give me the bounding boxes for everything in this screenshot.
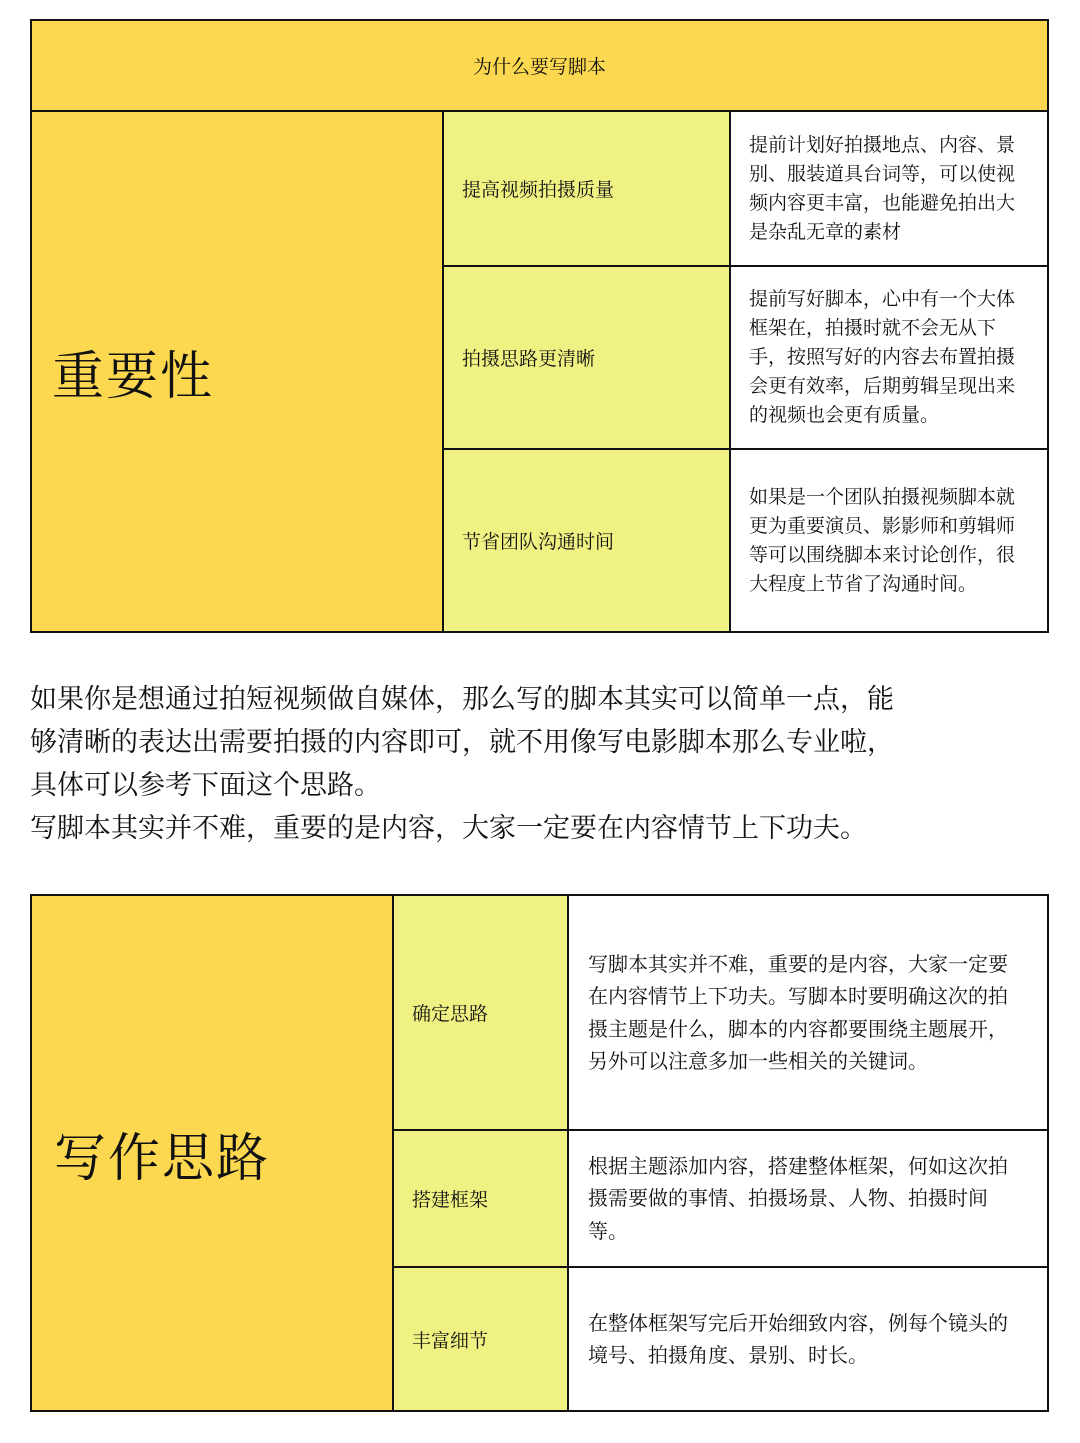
table2-title-cell <box>30 894 394 1412</box>
table1-title: 重要性 <box>52 347 215 407</box>
table1-row-desc-text: 如果是一个团队拍摄视频脚本就更为重要演员、影影师和剪辑师等可以围绕脚本来讨论创作，很大程度上节省了沟通时间。 <box>749 485 1016 595</box>
table1-header <box>30 19 1049 112</box>
paragraph-line: 如果你是想通过拍短视频做自媒体，那么写的脚本其实可以简单一点，能 <box>30 684 894 715</box>
table2-row-desc-text: 根据主题添加内容，搭建整体框架，何如这次拍摄需要做的事情、拍摄场景、人物、拍摄时间等。 <box>588 1153 1008 1243</box>
table2-row-desc <box>567 894 1049 1131</box>
table1-row-label-text: 提高视频拍摄质量 <box>462 179 615 201</box>
table1-row-desc-text: 提前计划好拍摄地点、内容、景别、服装道具台词等，可以使视频内容更丰富，也能避免拍出大是杂乱无章的素材 <box>749 133 1016 243</box>
paragraph-line: 写脚本其实并不难，重要的是内容，大家一定要在内容情节上下功夫。 <box>30 813 867 844</box>
table2-title: 写作思路 <box>54 1128 271 1189</box>
table2-row-label-text: 搭建框架 <box>412 1189 489 1211</box>
table1-row-label <box>442 265 731 450</box>
table2-row-label-text: 确定思路 <box>412 1003 489 1025</box>
paragraph-line: 够清晰的表达出需要拍摄的内容即可，就不用像写电影脚本那么专业啦， <box>30 727 894 758</box>
table1-row-desc <box>729 448 1049 633</box>
table1-row-label <box>442 448 731 633</box>
table1-header-text: 为什么要写脚本 <box>472 56 606 78</box>
table1-row-desc <box>729 110 1049 267</box>
table1-title-cell <box>30 110 444 633</box>
table1-row-label-text: 节省团队沟通时间 <box>462 531 615 553</box>
table2-row-label <box>392 1129 569 1268</box>
paragraph-line: 具体可以参考下面这个思路。 <box>30 770 381 801</box>
table1-row-desc-text: 提前写好脚本，心中有一个大体框架在，拍摄时就不会无从下手，按照写好的内容去布置拍摄会更有效率，后期剪辑呈现出来的视频也会更有质量。 <box>749 288 1016 426</box>
table2-row-desc-text: 在整体框架写完后开始细致内容，例每个镜头的境号、拍摄角度、景别、时长。 <box>588 1310 1008 1367</box>
table2-row-desc-text: 写脚本其实并不难，重要的是内容，大家一定要在内容情节上下功夫。写脚本时要明确这次的拍摄主题是什么，脚本的内容都要围绕主题展开，另外可以注意多加一些相关的关键词。 <box>588 951 1008 1073</box>
table1-row-label <box>442 110 731 267</box>
table2-row-label <box>392 894 569 1131</box>
table1-row-label-text: 拍摄思路更清晰 <box>462 348 596 370</box>
table2-row-desc <box>567 1266 1049 1412</box>
intro-paragraph <box>30 678 1050 850</box>
table1-row-desc <box>729 265 1049 450</box>
table2-row-desc <box>567 1129 1049 1268</box>
table2-row-label <box>392 1266 569 1412</box>
table2-row-label-text: 丰富细节 <box>412 1329 489 1352</box>
